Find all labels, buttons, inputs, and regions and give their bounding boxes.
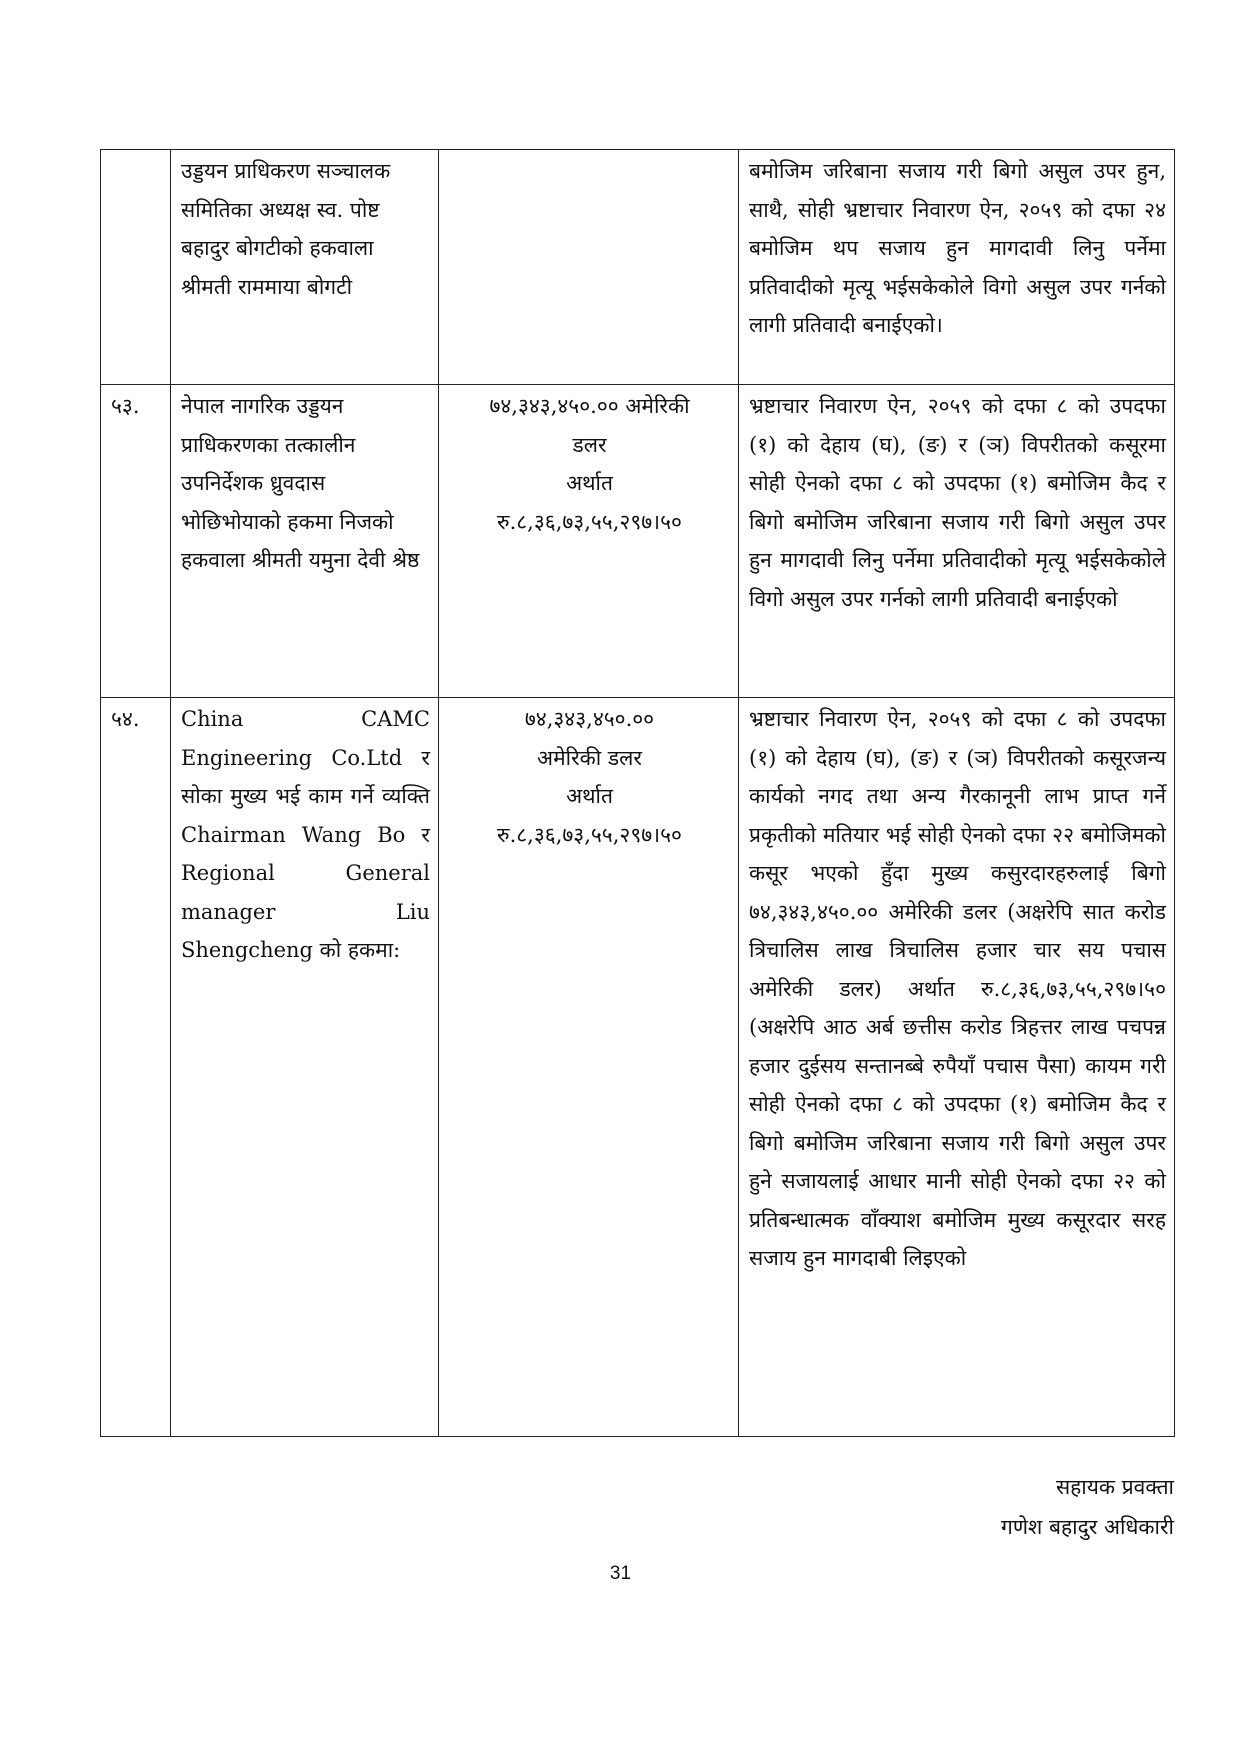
amount-line: डलर — [572, 432, 607, 457]
amount-line: अर्थात — [566, 471, 613, 495]
table-row — [101, 150, 1175, 385]
amount-cell — [439, 150, 739, 385]
amount-cell — [439, 698, 739, 1437]
defendant-cell: नेपाल नागरिक उड्डयन प्राधिकरणका तत्कालीन उपनिर्देशक ध्रुवदास भोछिभोयाको हकमा निजको हकवाला श्रीमती यमुना देवी श्रेष्ठ — [171, 385, 439, 698]
signatory-name: गणेश बहादुर अधिकारी — [1001, 1515, 1174, 1539]
claim-cell: भ्रष्टाचार निवारण ऐन, २०५९ को दफा ८ को उपदफा (१) को देहाय (घ), (ङ) र (ञ) विपरीतको कसूरजन्य कार्यको नगद तथा अन्य गैरकानूनी लाभ प्राप्त गर्ने प्रकृतीको मतियार भई सोही ऐनको दफा २२ बमोजिमको कसूर भएको हुँदा मुख्य कसुरदारहरुलाई बिगो ७४,३४३,४५०.०० अमेरिकी डलर (अक्षरेपि सात करोड त्रिचालिस लाख त्रिचालिस हजार चार सय पचास अमेरिकी डलर) अर्थात रु.८,३६,७३,५५,२९७।५० (अक्षरेपि आठ अर्ब छत्तीस करोड त्रिहत्तर लाख पचपन्न हजार दुईसय सन्तानब्बे रुपैयाँ पचास पैसा) कायम गरी सोही ऐनको दफा ८ को उपदफा (१) बमोजिम कैद र बिगो बमोजिम जरिबाना सजाय गरी बिगो असुल उपर हुने सजायलाई आधार मानी सोही ऐनको दफा २२ को प्रतिबन्धात्मक वाँक्याश बमोजिम मुख्य कसूरदार सरह सजाय हुन मागदाबी लिइएको — [739, 698, 1175, 1437]
signature-block — [1001, 1467, 1174, 1547]
serial-number-cell: ५३. — [101, 385, 171, 698]
defendant-cell: China CAMC Engineering Co.Ltd र सोका मुख्य भई काम गर्ने व्यक्ति Chairman Wang Bo र Regional General manager Liu Shengcheng को हकमा: — [171, 698, 439, 1437]
page-number: 31 — [609, 1563, 632, 1584]
case-table — [100, 149, 1175, 1437]
amount-line: रु.८,३६,७३,५५,२९७।५० — [497, 509, 682, 534]
table-row — [101, 385, 1175, 698]
signatory-title: सहायक प्रवक्ता — [1055, 1475, 1174, 1499]
amount-line: रु.८,३६,७३,५५,२९७।५० — [497, 822, 682, 847]
amount-line: अमेरिकी डलर — [537, 745, 642, 770]
amount-cell — [439, 385, 739, 698]
claim-cell: बमोजिम जरिबाना सजाय गरी बिगो असुल उपर हुन, साथै, सोही भ्रष्टाचार निवारण ऐन, २०५९ को दफा २४ बमोजिम थप सजाय हुन मागदावी लिनु पर्नेमा प्रतिवादीको मृत्यू भईसकेकोले विगो असुल उपर गर्नको लागी प्रतिवादी बनाईएको। — [739, 150, 1175, 385]
defendant-cell: उड्डयन प्राधिकरण सञ्चालक समितिका अध्यक्ष स्व. पोष्ट बहादुर बोगटीको हकवाला श्रीमती राममाया बोगटी — [171, 150, 439, 385]
serial-number-cell: ५४. — [101, 698, 171, 1437]
claim-cell: भ्रष्टाचार निवारण ऐन, २०५९ को दफा ८ को उपदफा (१) को देहाय (घ), (ङ) र (ञ) विपरीतको कसूरमा सोही ऐनको दफा ८ को उपदफा (१) बमोजिम कैद र बिगो बमोजिम जरिबाना सजाय गरी बिगो असुल उपर हुन मागदावी लिनु पर्नेमा प्रतिवादीको मृत्यू भईसकेकोले विगो असुल उपर गर्नको लागी प्रतिवादी बनाईएको — [739, 385, 1175, 698]
amount-line: अर्थात — [566, 784, 613, 808]
amount-line: ७४,३४३,४५०.०० — [524, 707, 655, 731]
table-row — [101, 698, 1175, 1437]
amount-line: ७४,३४३,४५०.०० अमेरिकी — [489, 394, 690, 418]
serial-number-cell — [101, 150, 171, 385]
